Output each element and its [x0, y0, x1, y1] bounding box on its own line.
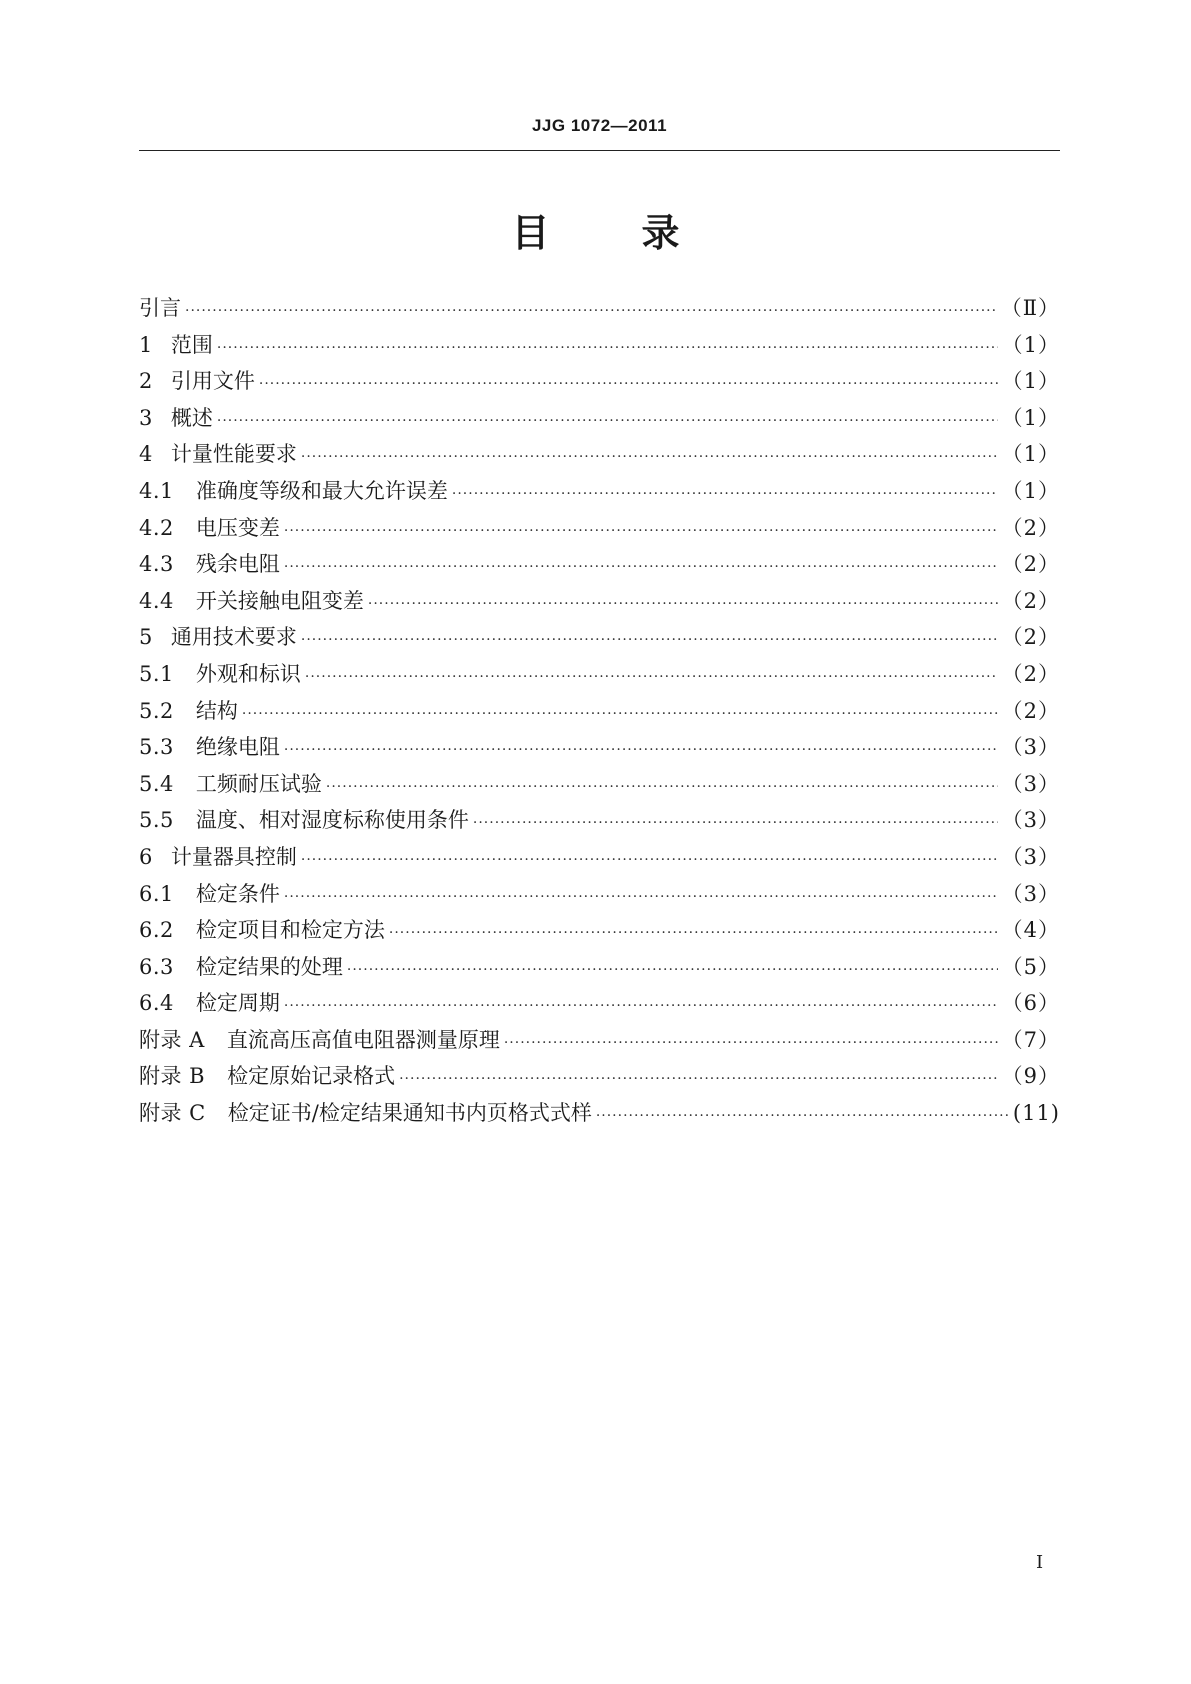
toc-leader-dots: [284, 549, 998, 586]
toc-leader-dots: [185, 293, 997, 330]
toc-entry-label: 开关接触电阻变差: [195, 588, 364, 613]
toc-entry-page: （2）: [1001, 661, 1060, 686]
toc-entry-number: 附录 C: [139, 1101, 206, 1126]
toc-entry-page: (11): [1012, 1101, 1060, 1126]
toc-entry-number: 6: [139, 844, 153, 869]
toc-entry[interactable]: [139, 510, 1060, 547]
toc-entry-label: 检定结果的处理: [195, 954, 343, 979]
toc-entry-label: 引用文件: [170, 369, 255, 394]
toc-entry-number: 4.2: [139, 515, 174, 540]
toc-entry-label: 结构: [195, 698, 238, 723]
toc-entry[interactable]: [139, 546, 1060, 583]
toc-entry-label: 工频耐压试验: [195, 771, 322, 796]
toc-entry-label: 引言: [139, 296, 181, 320]
toc-entry[interactable]: [139, 1095, 1060, 1132]
toc-entry-label: 检定证书/检定结果通知书内页格式式样: [227, 1101, 592, 1126]
toc-entry-number: 1: [139, 332, 153, 357]
toc-entry-number: 4.1: [139, 478, 174, 503]
toc-entry[interactable]: [139, 949, 1060, 986]
toc-leader-dots: [326, 769, 998, 806]
toc-title: [0, 202, 1191, 257]
toc-entry-label: 计量器具控制: [170, 844, 297, 869]
toc-entry-page: （3）: [1001, 808, 1060, 833]
toc-leader-dots: [242, 696, 998, 733]
toc-entry-label: 残余电阻: [195, 552, 280, 577]
toc-entry-page: （2）: [1001, 588, 1060, 613]
toc-entry-page: （1）: [1001, 478, 1060, 503]
toc-entry[interactable]: [139, 1058, 1060, 1095]
toc-entry[interactable]: [139, 656, 1060, 693]
toc-leader-dots: [305, 659, 998, 696]
toc-entry-number: 5.4: [139, 771, 174, 796]
toc-entry-label: 检定周期: [195, 991, 280, 1016]
toc-entry-page: （3）: [1001, 735, 1060, 760]
table-of-contents: [139, 290, 1060, 1132]
toc-entry-label: 概述: [170, 405, 213, 430]
toc-leader-dots: [284, 513, 998, 550]
document-code-header: JJG 1072—2011: [531, 116, 668, 135]
toc-entry-label: 电压变差: [195, 515, 280, 540]
toc-entry[interactable]: [139, 1022, 1060, 1059]
toc-leader-dots: [284, 732, 998, 769]
toc-leader-dots: [259, 366, 998, 403]
toc-entry-label: 绝缘电阻: [195, 735, 280, 760]
toc-entry-label: 直流高压高值电阻器测量原理: [226, 1027, 500, 1052]
toc-entry[interactable]: [139, 693, 1060, 730]
toc-entry-page: （1）: [1001, 442, 1060, 467]
toc-entry-page: （1）: [1001, 369, 1060, 394]
toc-leader-dots: [217, 403, 998, 440]
toc-entry-number: 4.3: [139, 552, 174, 577]
toc-entry-label: 范围: [170, 332, 213, 357]
toc-entry[interactable]: [139, 729, 1060, 766]
toc-leader-dots: [504, 1025, 998, 1062]
toc-leader-dots: [596, 1098, 1009, 1135]
toc-entry-number: 4.4: [139, 588, 174, 613]
toc-entry[interactable]: [139, 327, 1060, 364]
toc-entry[interactable]: [139, 619, 1060, 656]
toc-entry-label: 温度、相对湿度标称使用条件: [195, 808, 469, 833]
toc-title-char-2: 录: [641, 211, 680, 255]
toc-entry-page: （7）: [1001, 1027, 1060, 1052]
toc-entry-page: （9）: [1001, 1064, 1060, 1089]
toc-entry-label: 准确度等级和最大允许误差: [195, 478, 448, 503]
toc-entry-number: 6.1: [139, 881, 174, 906]
toc-entry-page: （5）: [1001, 954, 1060, 979]
toc-entry-number: 5: [139, 625, 153, 650]
toc-entry-page: （2）: [1001, 625, 1060, 650]
toc-entry-number: 5.2: [139, 698, 174, 723]
toc-entry-label: 检定条件: [195, 881, 280, 906]
toc-entry[interactable]: [139, 583, 1060, 620]
toc-entry-number: 6.3: [139, 954, 174, 979]
toc-leader-dots: [217, 330, 998, 367]
toc-entry-label: 通用技术要求: [170, 625, 297, 650]
toc-entry-number: 6.4: [139, 991, 174, 1016]
toc-entry[interactable]: [139, 473, 1060, 510]
toc-entry-page: （Ⅱ）: [1000, 296, 1060, 320]
toc-entry-page: （3）: [1001, 771, 1060, 796]
toc-entry-number: 4: [139, 442, 153, 467]
header-divider: [139, 150, 1060, 151]
toc-leader-dots: [389, 915, 998, 952]
toc-entry-number: 5.5: [139, 808, 174, 833]
toc-entry-page: （3）: [1001, 844, 1060, 869]
toc-entry-page: （2）: [1001, 552, 1060, 577]
toc-leader-dots: [399, 1061, 998, 1098]
toc-entry-page: （6）: [1001, 991, 1060, 1016]
toc-entry-number: 5.1: [139, 661, 174, 686]
toc-entry-number: 6.2: [139, 918, 174, 943]
toc-entry-number: 2: [139, 369, 153, 394]
toc-entry[interactable]: [139, 436, 1060, 473]
toc-leader-dots: [368, 586, 998, 623]
toc-entry[interactable]: [139, 400, 1060, 437]
toc-title-char-1: 目: [511, 211, 550, 255]
toc-entry-number: 附录 A: [139, 1027, 205, 1052]
toc-entry-page: （1）: [1001, 332, 1060, 357]
toc-entry-page: （3）: [1001, 881, 1060, 906]
toc-entry[interactable]: [139, 876, 1060, 913]
toc-entry[interactable]: [139, 985, 1060, 1022]
toc-entry[interactable]: [139, 839, 1060, 876]
toc-entry-page: （2）: [1001, 515, 1060, 540]
toc-entry-page: （4）: [1001, 918, 1060, 943]
toc-entry[interactable]: [139, 766, 1060, 803]
toc-leader-dots: [284, 879, 998, 916]
toc-leader-dots: [301, 842, 998, 879]
toc-entry-label: 检定项目和检定方法: [195, 918, 385, 943]
toc-leader-dots: [452, 476, 998, 513]
toc-entry-page: （1）: [1001, 405, 1060, 430]
toc-leader-dots: [284, 988, 998, 1025]
toc-entry-label: 计量性能要求: [170, 442, 297, 467]
toc-entry-label: 检定原始记录格式: [227, 1064, 396, 1089]
toc-entry[interactable]: [139, 290, 1060, 327]
toc-entry-number: 附录 B: [139, 1064, 206, 1089]
toc-entry-number: 5.3: [139, 735, 174, 760]
toc-leader-dots: [301, 439, 998, 476]
toc-entry-number: 3: [139, 405, 153, 430]
toc-leader-dots: [473, 805, 998, 842]
page-number: I: [1036, 1552, 1044, 1573]
toc-entry-page: （2）: [1001, 698, 1060, 723]
toc-entry[interactable]: [139, 363, 1060, 400]
toc-entry-label: 外观和标识: [195, 661, 301, 686]
toc-leader-dots: [347, 952, 998, 989]
toc-entry[interactable]: [139, 912, 1060, 949]
toc-entry[interactable]: [139, 802, 1060, 839]
toc-leader-dots: [301, 622, 998, 659]
